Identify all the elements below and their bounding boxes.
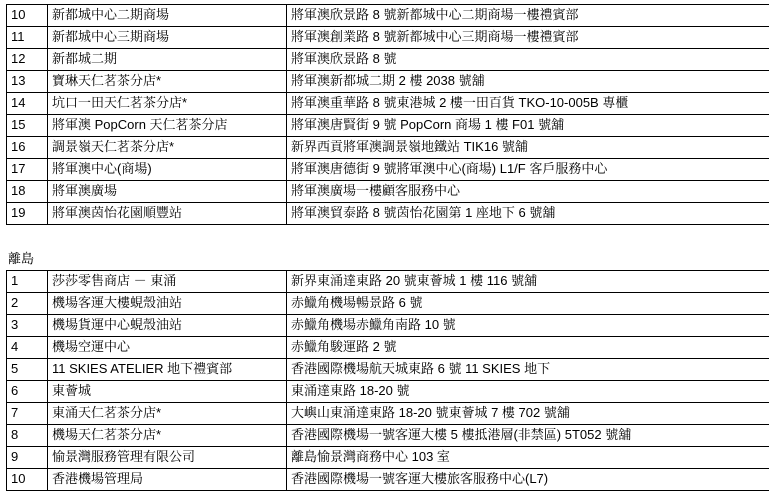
location-address: 新界東涌達東路 20 號東薈城 1 樓 116 號舖 [287, 271, 769, 293]
table-row [7, 425, 769, 447]
row-index: 19 [7, 203, 48, 225]
location-address: 將軍澳貿泰路 8 號茵怡花園第 1 座地下 6 號舖 [287, 203, 769, 225]
location-name: 愉景灣服務管理有限公司 [48, 447, 287, 469]
location-name: 東涌天仁茗茶分店* [48, 403, 287, 425]
table-row [7, 159, 769, 181]
row-index: 2 [7, 293, 48, 315]
location-name: 11 SKIES ATELIER 地下禮賓部 [48, 359, 287, 381]
location-address: 赤鱲角機場赤鱲角南路 10 號 [287, 315, 769, 337]
table-row [7, 181, 769, 203]
table-row [7, 381, 769, 403]
row-index: 16 [7, 137, 48, 159]
row-index: 12 [7, 49, 48, 71]
table-row [7, 71, 769, 93]
table-row [7, 447, 769, 469]
location-address: 香港國際機場一號客運大樓旅客服務中心(L7) [287, 469, 769, 491]
location-name: 機場空運中心 [48, 337, 287, 359]
table-row [7, 137, 769, 159]
location-address: 將軍澳唐賢街 9 號 PopCorn 商場 1 樓 F01 號舖 [287, 115, 769, 137]
row-index: 10 [7, 469, 48, 491]
location-name: 調景嶺天仁茗茶分店* [48, 137, 287, 159]
table-body [7, 5, 769, 225]
table-row [7, 337, 769, 359]
table-row [7, 49, 769, 71]
table-row [7, 115, 769, 137]
row-index: 15 [7, 115, 48, 137]
location-name: 將軍澳中心(商場) [48, 159, 287, 181]
location-address: 新界西貢將軍澳調景嶺地鐵站 TIK16 號舖 [287, 137, 769, 159]
location-address: 將軍澳重華路 8 號東港城 2 樓一田百貨 TKO-10-005B 專櫃 [287, 93, 769, 115]
location-address: 離島愉景灣商務中心 103 室 [287, 447, 769, 469]
location-name: 香港機場管理局 [48, 469, 287, 491]
row-index: 3 [7, 315, 48, 337]
location-address: 東涌達東路 18-20 號 [287, 381, 769, 403]
location-address: 將軍澳廣場一樓顧客服務中心 [287, 181, 769, 203]
location-name: 莎莎零售商店 － 東涌 [48, 271, 287, 293]
row-index: 4 [7, 337, 48, 359]
location-name: 坑口一田天仁茗茶分店* [48, 93, 287, 115]
table-row [7, 315, 769, 337]
section-heading-islands: 離島 [6, 251, 763, 270]
table-row [7, 271, 769, 293]
table-row [7, 93, 769, 115]
row-index: 10 [7, 5, 48, 27]
row-index: 13 [7, 71, 48, 93]
row-index: 1 [7, 271, 48, 293]
location-address: 將軍澳創業路 8 號新都城中心三期商場一樓禮賓部 [287, 27, 769, 49]
location-name: 東薈城 [48, 381, 287, 403]
location-name: 將軍澳茵怡花園順豐站 [48, 203, 287, 225]
location-name: 將軍澳 PopCorn 天仁茗茶分店 [48, 115, 287, 137]
row-index: 18 [7, 181, 48, 203]
location-address: 香港國際機場航天城東路 6 號 11 SKIES 地下 [287, 359, 769, 381]
table-row [7, 293, 769, 315]
location-address: 香港國際機場一號客運大樓 5 樓抵港層(非禁區) 5T052 號舖 [287, 425, 769, 447]
table-row [7, 27, 769, 49]
row-index: 8 [7, 425, 48, 447]
location-name: 新都城二期 [48, 49, 287, 71]
table-body [7, 271, 769, 491]
row-index: 6 [7, 381, 48, 403]
table-row [7, 403, 769, 425]
section-spacer [6, 225, 763, 251]
row-index: 5 [7, 359, 48, 381]
locations-table-tko [6, 4, 769, 225]
location-name: 寶琳天仁茗茶分店* [48, 71, 287, 93]
row-index: 9 [7, 447, 48, 469]
row-index: 11 [7, 27, 48, 49]
location-name: 將軍澳廣場 [48, 181, 287, 203]
location-name: 新都城中心二期商場 [48, 5, 287, 27]
table-row [7, 359, 769, 381]
table-row [7, 469, 769, 491]
row-index: 7 [7, 403, 48, 425]
location-name: 機場客運大樓蜆殼油站 [48, 293, 287, 315]
location-address: 大嶼山東涌達東路 18-20 號東薈城 7 樓 702 號舖 [287, 403, 769, 425]
location-address: 赤鱲角駿運路 2 號 [287, 337, 769, 359]
locations-table-islands [6, 270, 769, 491]
location-name: 機場貨運中心蜆殼油站 [48, 315, 287, 337]
location-address: 將軍澳欣景路 8 號新都城中心二期商場一樓禮賓部 [287, 5, 769, 27]
location-address: 將軍澳新都城二期 2 樓 2038 號舖 [287, 71, 769, 93]
location-address: 將軍澳欣景路 8 號 [287, 49, 769, 71]
location-name: 機場天仁茗茶分店* [48, 425, 287, 447]
location-name: 新都城中心三期商場 [48, 27, 287, 49]
location-address: 赤鱲角機場暢景路 6 號 [287, 293, 769, 315]
table-row [7, 203, 769, 225]
table-row [7, 5, 769, 27]
location-address: 將軍澳唐德街 9 號將軍澳中心(商場) L1/F 客戶服務中心 [287, 159, 769, 181]
row-index: 17 [7, 159, 48, 181]
row-index: 14 [7, 93, 48, 115]
